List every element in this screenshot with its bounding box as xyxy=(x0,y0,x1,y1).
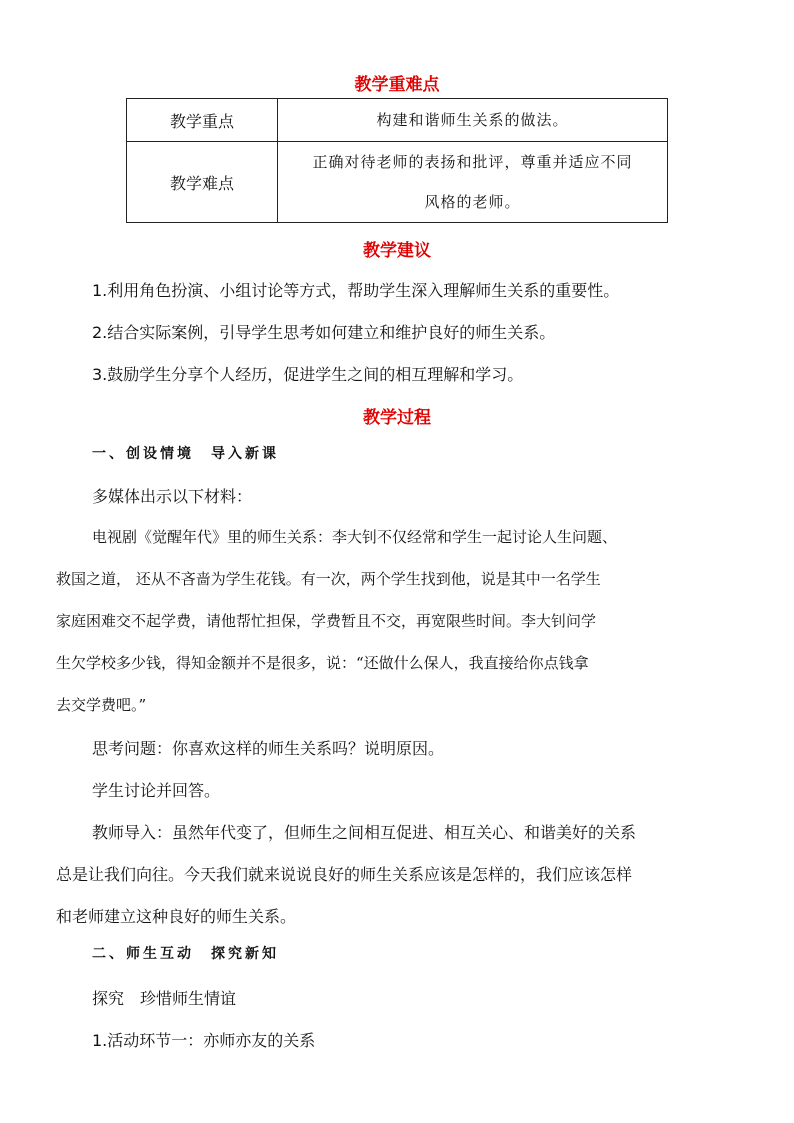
material-line: 救国之道， 还从不吝啬为学生花钱。有一次，两个学生找到他，说是其中一名学生 xyxy=(56,570,601,588)
row-content xyxy=(278,142,668,223)
table-row xyxy=(127,99,668,142)
row-label: 教学重点 xyxy=(127,99,278,142)
heading-suggestions: 教学建议 xyxy=(363,241,431,261)
section-title: 一、创设情境 导入新课 xyxy=(92,446,279,462)
material-line: 生欠学校多少钱，得知金额并不是很多，说：“还做什么保人，我直接给你点钱拿 xyxy=(56,654,589,672)
row-label: 教学难点 xyxy=(127,142,278,223)
material-line: 去交学费吧。” xyxy=(56,696,147,714)
section-title: 二、师生互动 探究新知 xyxy=(92,946,279,962)
row-content: 构建和谐师生关系的做法。 xyxy=(278,99,668,142)
row-content-line: 风格的老师。 xyxy=(424,193,521,211)
subsection-title: 探究 珍惜师生情谊 xyxy=(92,989,237,1008)
suggestion-item: 2.结合实际案例，引导学生思考如何建立和维护良好的师生关系。 xyxy=(92,323,556,342)
heading-process: 教学过程 xyxy=(363,408,431,428)
material-line: 家庭困难交不起学费，请他帮忙担保，学费暂且不交，再宽限些时间。李大钊问学 xyxy=(56,612,597,630)
paragraph-line: 教师导入：虽然年代变了，但师生之间相互促进、相互关心、和谐美好的关系 xyxy=(92,823,637,842)
heading-key-points: 教学重难点 xyxy=(354,75,440,95)
material-line: 电视剧《觉醒年代》里的师生关系：李大钊不仅经常和学生一起讨论人生问题、 xyxy=(92,528,618,546)
paragraph-line: 和老师建立这种良好的师生关系。 xyxy=(56,907,297,926)
paragraph: 多媒体出示以下材料： xyxy=(92,487,253,506)
row-content-line: 正确对待老师的表扬和批评，尊重并适应不同 xyxy=(312,153,633,171)
table-row xyxy=(127,142,668,223)
key-points-table xyxy=(126,98,668,223)
paragraph-line: 总是让我们向往。今天我们就来说说良好的师生关系应该是怎样的，我们应该怎样 xyxy=(56,865,633,884)
suggestion-item: 3.鼓励学生分享个人经历，促进学生之间的相互理解和学习。 xyxy=(92,365,524,384)
suggestion-item: 1.利用角色扮演、小组讨论等方式，帮助学生深入理解师生关系的重要性。 xyxy=(92,281,620,300)
paragraph: 学生讨论并回答。 xyxy=(92,781,221,800)
activity-title: 1.活动环节一：亦师亦友的关系 xyxy=(92,1031,316,1050)
paragraph: 思考问题：你喜欢这样的师生关系吗？说明原因。 xyxy=(92,739,445,758)
